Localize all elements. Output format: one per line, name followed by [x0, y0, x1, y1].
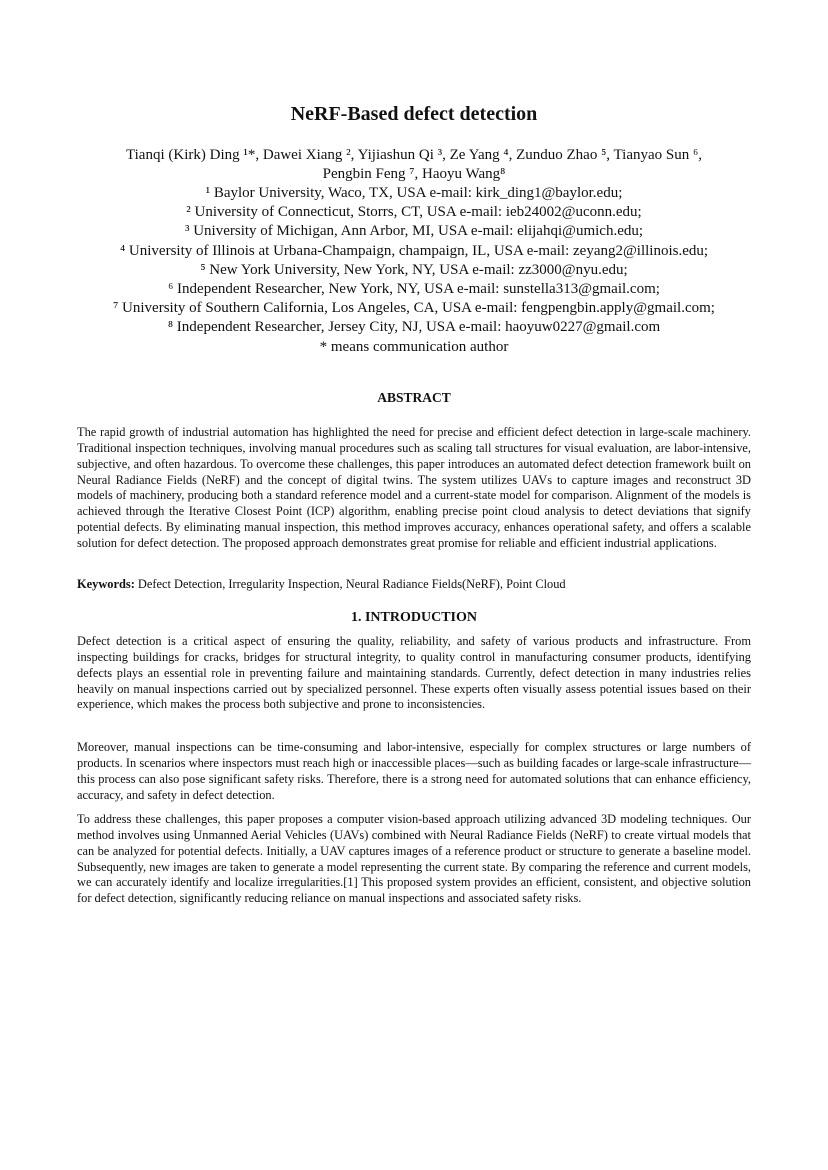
section-heading-introduction: 1. INTRODUCTION: [350, 610, 477, 625]
abstract-heading: ABSTRACT: [377, 390, 451, 405]
keywords-text: Defect Detection, Irregularity Inspection, Neural Radiance Fields(NeRF), Point Cloud: [134, 577, 566, 591]
affiliation-line: ⁵ New York University, New York, NY, USA e-mail: zz3000@nyu.edu;: [200, 261, 628, 278]
affiliation-line: ⁸ Independent Researcher, Jersey City, NJ, USA e-mail: haoyuw0227@gmail.com: [167, 319, 661, 336]
affiliation-line: ⁷ University of Southern California, Los Angeles, CA, USA e-mail: fengpengbin.apply@gmail.com;: [113, 300, 715, 317]
affiliation-line: ⁶ Independent Researcher, New York, NY, USA e-mail: sunstella313@gmail.com;: [168, 281, 660, 298]
intro-paragraph: To address these challenges, this paper proposes a computer vision-based approach utilizing advanced 3D modeling techniques. Our method involves using Unmanned Aerial Vehicles (UAVs) combined with Neural Radiance Fields (NeRF) to create virtual models that can be analyzed for potential defects. Initially, a UAV captures images of a reference product or structure to generate a baseline model. Subsequently, new images are taken to generate a model representing the current state. By comparing the reference and current models, we can accurately identify and localize irregularities.[1] This proposed system provides an efficient, consistent, and objective solution for defect detection, significantly reducing reliance on manual inspections and associated safety risks.: [77, 812, 751, 906]
affiliation-line: ³ University of Michigan, Ann Arbor, MI, USA e-mail: elijahqi@umich.edu;: [184, 223, 644, 240]
affiliation-line: ¹ Baylor University, Waco, TX, USA e-mail: kirk_ding1@baylor.edu;: [205, 185, 623, 201]
abstract-body: The rapid growth of industrial automation has highlighted the need for precise and efficient defect detection in large-scale machinery. Traditional inspection techniques, involving manual procedures such as scaling tall structures for visual evaluation, are labor-intensive, subjective, and often hazardous. To overcome these challenges, this paper introduces an automated defect detection framework built on Neural Radiance Fields (NeRF) and the concept of digital twins. The system utilizes UAVs to capture images and reconstruct 3D models of machinery, producing both a standard reference model and a current-state model for comparison. Alignment of the models is achieved through the Iterative Closest Point (ICP) algorithm, enabling precise point cloud analysis to detect deviations that signify potential defects. By eliminating manual inspection, this method improves accuracy, enhances operational safety, and offers a scalable solution for defect detection. The proposed approach demonstrates great promise for reliable and efficient industrial applications.: [77, 425, 751, 550]
intro-paragraph: Defect detection is a critical aspect of ensuring the quality, reliability, and safety of various products and infrastructure. From inspecting buildings for cracks, bridges for structural integrity, to quality control in manufacturing consumer products, identifying defects plays an essential role in preventing failure and maintaining standards. Currently, defect detection in many industries relies heavily on manual inspections carried out by specialized personnel. These experts often visually assess potential issues based on their experience, which makes the process both subjective and prone to inconsistencies.: [77, 634, 751, 712]
keywords-label: Keywords:: [77, 577, 135, 591]
affiliation-line: ⁴ University of Illinois at Urbana-Champaign, champaign, IL, USA e-mail: zeyang2@illinois.edu;: [119, 242, 709, 259]
keywords-line: [77, 576, 751, 592]
intro-paragraph: Moreover, manual inspections can be time-consuming and labor-intensive, especially for complex structures or large numbers of products. In scenarios where inspectors must reach high or inaccessible places—such as building facades or large-scale infrastructure—this process can also pose significant safety risks. Therefore, there is a strong need for automated solutions that can enhance efficiency, accuracy, and safety in defect detection.: [77, 740, 751, 802]
affiliation-list: [40, 184, 788, 357]
author-line: Pengbin Feng ⁷, Haoyu Wang⁸: [322, 166, 506, 183]
author-line: Tianqi (Kirk) Ding ¹*, Dawei Xiang ², Yijiashun Qi ³, Ze Yang ⁴, Zunduo Zhao ⁵, Tianyao Sun ⁶,: [126, 147, 702, 163]
paper-title: NeRF-Based defect detection: [290, 103, 538, 125]
author-list: [70, 146, 758, 184]
communication-author-note: * means communication author: [319, 338, 509, 355]
affiliation-line: ² University of Connecticut, Storrs, CT, USA e-mail: ieb24002@uconn.edu;: [186, 204, 642, 221]
